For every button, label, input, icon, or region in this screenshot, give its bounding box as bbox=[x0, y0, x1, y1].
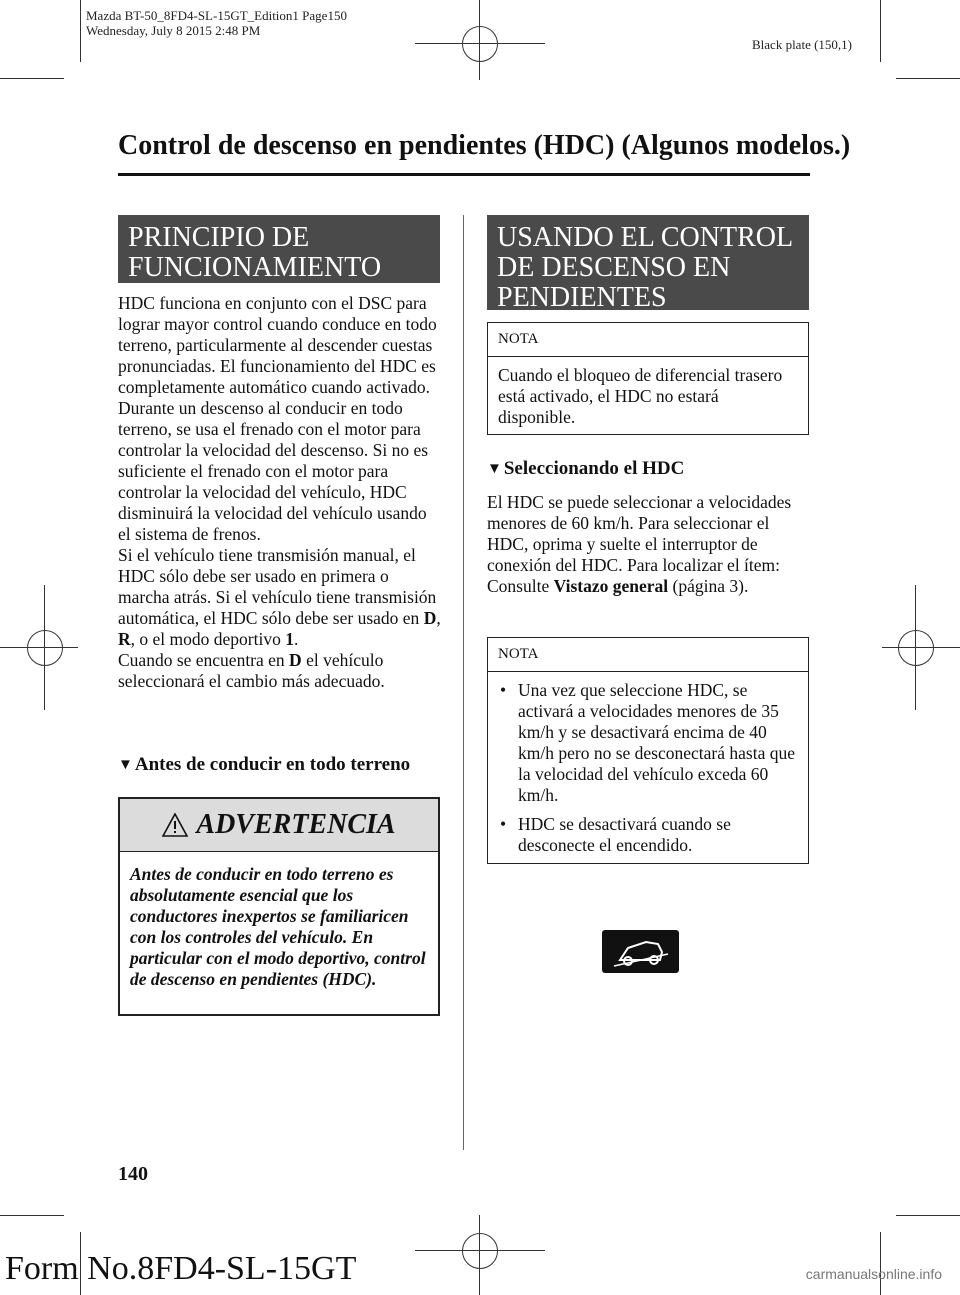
paragraph-selecting: El HDC se puede seleccionar a velocidades menores de 60 km/h. Para seleccionar el HDC, oprima y suelte el interruptor de conexión del HDC. Para localizar el ítem: Consulte Vistazo general (página 3). bbox=[487, 492, 792, 596]
note-box-differential bbox=[487, 322, 809, 435]
note-label: NOTA bbox=[488, 323, 808, 357]
print-header-file: Mazda BT-50_8FD4-SL-15GT_Edition1 Page150 bbox=[86, 8, 347, 23]
vehicle-section-icon bbox=[602, 930, 679, 973]
car-descent-icon bbox=[602, 930, 679, 973]
warning-text: Antes de conducir en todo terreno es absolutamente esencial que los conductores inexpertos se familiaricen con los controles del vehículo. En particular con el modo deportivo, control de descenso en pendientes (HDC). bbox=[130, 864, 426, 989]
page-number: 140 bbox=[118, 1163, 148, 1185]
warning-title: ADVERTENCIA bbox=[196, 809, 396, 840]
paragraph-intro: HDC funciona en conjunto con el DSC para lograr mayor control cuando conduce en todo terreno, particularmente al descender cuestas pronunciadas. El funcionamiento del HDC es completamente automático cuando activado. bbox=[118, 293, 437, 397]
list-item: • HDC se desactivará cuando se desconecte el encendido. bbox=[498, 814, 798, 856]
note-box-hdc bbox=[487, 637, 809, 864]
left-body-text bbox=[118, 293, 443, 692]
link-vistazo-general[interactable]: Vistazo general bbox=[553, 576, 669, 596]
title-rule bbox=[118, 173, 810, 176]
form-number: Form No.8FD4-SL-15GT bbox=[5, 1250, 357, 1287]
note-bullets bbox=[488, 672, 808, 872]
triangle-bullet-icon: ▼ bbox=[118, 757, 133, 773]
print-header-date: Wednesday, July 8 2015 2:48 PM bbox=[86, 23, 261, 38]
section-heading-principio: PRINCIPIO DE FUNCIONAMIENTO bbox=[118, 215, 440, 283]
subheading-offroad: ▼ Antes de conducir en todo terreno bbox=[118, 754, 411, 775]
subheading-selecting: ▼ Seleccionando el HDC bbox=[487, 458, 685, 479]
watermark: carmanualsonline.info bbox=[805, 1266, 942, 1282]
list-item: • Una vez que seleccione HDC, se activará a velocidades menores de 35 km/h y se desactivará encima de 40 km/h pero no se desconectará hasta que la velocidad del vehículo exceda 60 km/h. bbox=[498, 680, 798, 806]
paragraph-transmission: Si el vehículo tiene transmisión manual, el HDC sólo debe ser usado en primera o marcha atrás. Si el vehículo tiene transmisión automática, el HDC sólo debe ser usado en D, R, o el modo deportivo 1. Cuando se encuentra en D el vehículo seleccionará el cambio más adecuado. bbox=[118, 545, 441, 691]
print-header-plate: Black plate (150,1) bbox=[752, 37, 852, 52]
column-divider bbox=[463, 215, 464, 1150]
triangle-bullet-icon: ▼ bbox=[487, 461, 502, 477]
warning-box bbox=[118, 797, 440, 1016]
page-title: Control de descenso en pendientes (HDC) (Algunos modelos.) bbox=[118, 130, 851, 161]
note-text: Cuando el bloqueo de diferencial trasero está activado, el HDC no estará disponible. bbox=[498, 365, 783, 427]
warning-header bbox=[120, 799, 438, 852]
note-label: NOTA bbox=[488, 638, 808, 672]
paragraph-descent: Durante un descenso al conducir en todo terreno, se usa el frenado con el motor para controlar la velocidad del descenso. Si no es suficiente el frenado con el motor para controlar la velocidad del vehículo, HDC disminuirá la velocidad del vehículo usando el sistema de frenos. bbox=[118, 398, 429, 544]
warning-triangle-icon bbox=[162, 813, 188, 837]
section-heading-usando: USANDO EL CONTROL DE DESCENSO EN PENDIENTES bbox=[487, 215, 809, 310]
